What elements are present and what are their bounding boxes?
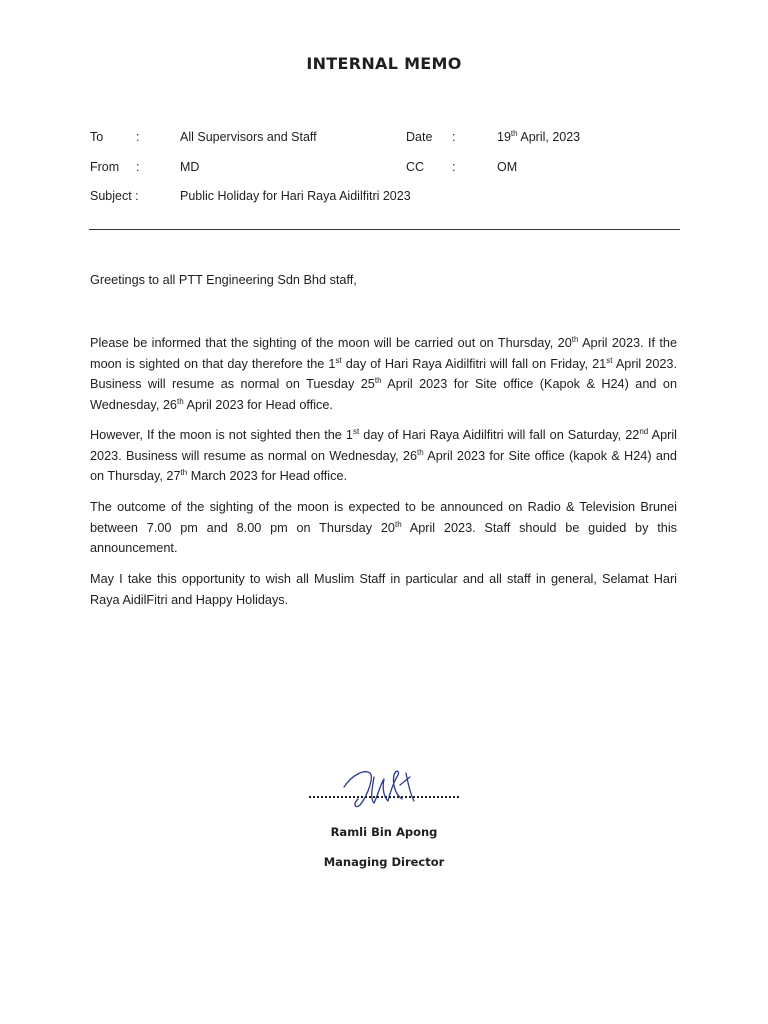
p1-text: day of Hari Raya Aidilfitri will fall on Friday, 21: [341, 356, 607, 371]
p1-text: April 2023 for Head office.: [183, 397, 333, 412]
p2-text: April 2023. Business will resume as normal on Wednesday, 26: [90, 428, 677, 463]
subject-label: Subject :: [90, 189, 139, 203]
p1-sup: th: [177, 396, 184, 406]
p1-text: April 2023 for Site office (Kapok & H24) and on Wednesday, 26: [90, 377, 677, 412]
cc-label: CC: [406, 160, 425, 174]
p3-sup: th: [394, 519, 402, 529]
p2-sup: th: [180, 468, 188, 477]
from-label: From: [90, 160, 120, 174]
date-day: 19: [497, 130, 511, 144]
p1-text: April 2023. Business will resume as normal on Tuesday 25: [90, 356, 678, 391]
date-label: Date: [406, 130, 433, 144]
p1-sup: st: [606, 355, 613, 365]
cc-value: OM: [497, 160, 518, 174]
p3-text: The outcome of the sighting of the moon is expected to be announced on Radio & Television Brunei between 7.00 pm and 8.00 pm on Thursday 20: [90, 500, 677, 535]
paragraph-2: [90, 425, 677, 487]
paragraph-3: [90, 497, 677, 559]
to-label: To: [90, 130, 104, 144]
date-suffix: th: [510, 129, 518, 138]
p1-sup: th: [374, 376, 382, 385]
date-rest: April, 2023: [517, 130, 581, 144]
signer-name: Ramli Bin Apong: [330, 825, 438, 839]
p3-text: April 2023. Staff should be guided by this announcement.: [90, 520, 677, 555]
signer-title: Managing Director: [323, 855, 445, 869]
to-colon: :: [136, 130, 140, 144]
date-colon: :: [452, 130, 456, 144]
p1-text: April 2023. If the moon is sighted on that day therefore the 1: [90, 336, 677, 371]
p1-sup: st: [335, 355, 342, 365]
paragraph-4: May I take this opportunity to wish all Muslim Staff in particular and all staff in general, Selamat Hari Raya AidilFitri and Happy Holidays.: [90, 572, 677, 607]
p2-text: However, If the moon is not sighted then the 1: [90, 428, 353, 442]
header-divider: [89, 229, 680, 230]
signature-line: [309, 796, 459, 798]
memo-title: INTERNAL MEMO: [306, 54, 462, 73]
greeting: Greetings to all PTT Engineering Sdn Bhd staff,: [90, 273, 357, 287]
p2-text: March 2023 for Head office.: [187, 469, 348, 483]
p2-text: April 2023 for Site office (kapok & H24) and on Thursday, 27: [90, 448, 677, 483]
from-value: MD: [180, 160, 200, 174]
subject-value: Public Holiday for Hari Raya Aidilfitri 2023: [180, 189, 411, 203]
p1-text: Please be informed that the sighting of the moon will be carried out on Thursday, 20: [90, 336, 572, 350]
p2-sup: nd: [639, 427, 649, 436]
p1-sup: th: [571, 335, 579, 344]
p2-sup: st: [352, 427, 360, 436]
from-colon: :: [136, 160, 140, 174]
to-value: All Supervisors and Staff: [180, 130, 317, 144]
paragraph-1: [90, 333, 677, 415]
p2-text: day of Hari Raya Aidilfitri will fall on Saturday, 22: [359, 428, 640, 442]
date-value: [497, 129, 580, 145]
signature-scribble: [330, 765, 430, 815]
p2-sup: th: [417, 447, 424, 457]
cc-colon: :: [452, 160, 456, 174]
